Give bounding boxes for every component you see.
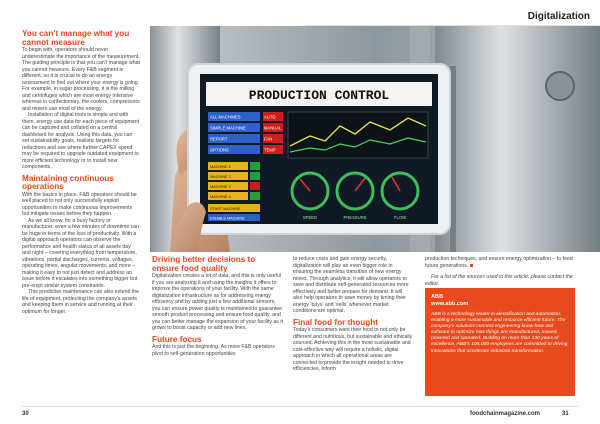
paragraph: to reduce costs and gain energy security, digitalization will play an even bigger role in ensuring the seamless transition of new energy mixes. Through analytics, it will allow operators to save and distribute self-generated resources more effectively and better prepare for demand. It will also help operators to save money by timing their energy ‘buys’ and ‘sells’ whenever market conditions are optimal. — [293, 256, 409, 314]
section-tag: Digitalization — [527, 11, 590, 22]
panel-button-label: REPORT — [210, 136, 228, 142]
status-label: AUTO — [264, 114, 276, 120]
panel-button-label: ALL MACHINES — [210, 114, 241, 120]
machine-label: MACHINE 2 — [210, 175, 231, 179]
paragraph: Digitalization creates a lot of data, and this is only useful if you are analyzing it and using the insights it offers to improve the operations of your facility. With the same digitalization infrastructure as for addressing energy efficiency and by adding just a few additional sensors, you can ensure power quality is maintained to guarantee smooth product processing and ensure food quality, and you can better manage the expansion of your facility as it grows to boost capacity or add new lines. — [152, 273, 283, 332]
machine-label: MACHINE 1 — [210, 165, 231, 169]
paragraph — [425, 256, 573, 269]
heading-measure: You can’t manage what you cannot measure — [22, 29, 130, 47]
company-name: ABB — [431, 294, 444, 300]
paragraph-text: production techniques, and ensure energy optimization – to feed future generations. — [425, 256, 573, 269]
column-3 — [293, 256, 413, 373]
sources-note: For a list of the sources used in this article, please contact the editor. — [425, 274, 573, 287]
machine-label: MACHINE 3 — [210, 185, 231, 189]
end-mark-icon — [470, 264, 473, 267]
company-description: ABB is a technology leader in electrification and automation, enabling a more sustainable and resource-efficient future. The company’s solutions connect engineering know-how and software to optimize how things are manufactured, moved, powered and operated. Building on more than 130 years of excellence, ABB’s 105,000 employees are committed to driving innovations that accelerate industrial transformation. — [431, 312, 568, 354]
column-2 — [152, 256, 284, 357]
panel-button-label: OPTIONS — [210, 147, 229, 153]
site-name: foodchainmagazine.com — [470, 411, 541, 417]
footer-rule — [22, 406, 578, 407]
gauge-label: PRESSURE — [343, 215, 367, 220]
photo-illustration — [150, 26, 600, 252]
company-url[interactable]: www.abb.com — [431, 301, 469, 307]
column-4 — [425, 256, 573, 287]
paragraph: Installation of digital tools is simple and with them, energy use data for each piece of equipment can be captured and collated on a central dashboard for analysis. Using this data, you can set sustainability goals, realistic targets for reductions and see where further CAPEX spend may be required to upgrade outdated equipment to more efficient technology or to install new components. — [22, 112, 140, 171]
page-number-left: 30 — [22, 411, 29, 417]
status-label: TEMP — [264, 147, 276, 153]
page-number-right: 31 — [562, 411, 569, 417]
heading-decisions: Driving better decisions to ensure food quality — [152, 255, 256, 273]
machine-label: MACHINE 4 — [210, 195, 231, 199]
paragraph: With the basics in place, F&B operators should be well placed to not only successfully exploit opportunities to make continuous improvements but mitigate issues before they happen. — [22, 191, 137, 218]
status-label: FAN — [264, 136, 273, 142]
paragraph: As we all know, for a busy factory or manufacturer, even a few minutes of downtime can be huge in terms of the loss of productivity. With a digital approach operators can observe the performance and health status of all assets day and night – covering everything from temperature, vibrations, partial discharges, currents, voltages, operating times, angular movements, and more – making it easy to not just detect and address an issue before it escalates into something bigger but pre-empt similar system constraints. — [22, 217, 140, 289]
heading-maintaining: Maintaining continuous operations — [22, 173, 114, 192]
heading-final: Final food for thought — [293, 317, 379, 327]
article-photo — [150, 26, 600, 252]
gauge-label: SPEED — [302, 215, 318, 220]
status-label: MANUAL — [264, 125, 282, 131]
paragraph: To begin with, operators should never underestimate the importance of the measurement. The guiding principle is that you can’t manage what you cannot measure. Every F&B segment is different, so it is crucial to do an energy assessment to find out where your energy is going. For example, in sugar processing, it is the milling and centrifuges which are most energy intensive whereas in confectionary, the coolers, compressors and mixers use most of the energy. — [22, 47, 140, 112]
disable-machine-label: DISABLE MACHINE — [210, 216, 245, 221]
gauge-label: FLOW — [393, 215, 407, 220]
paragraph: And this is just the beginning. As more F&B operators pivot to self-generation opportunities — [152, 344, 275, 357]
paragraph: Today’s consumers want their food to not only be different and nutritious, but sustainable and ethically sourced. Achieving this in the most sustainable and cost-effective way will require a holistic, digital approach in which all operational areas are connected to provide the insight needed to drive efficiencies, inform — [293, 327, 413, 373]
panel-button-label: SIMPLE MACHINE — [210, 125, 246, 131]
paragraph: This predictive maintenance can also extend the life of equipment, protecting the company’s assets and keeping them in service and running at their optimum for longer. — [22, 289, 140, 315]
start-machine-label: START MACHINE — [210, 207, 241, 211]
heading-future: Future focus — [152, 334, 202, 344]
screen-title: PRODUCTION CONTROL — [248, 88, 390, 103]
column-1 — [22, 30, 140, 315]
company-box — [425, 288, 575, 396]
